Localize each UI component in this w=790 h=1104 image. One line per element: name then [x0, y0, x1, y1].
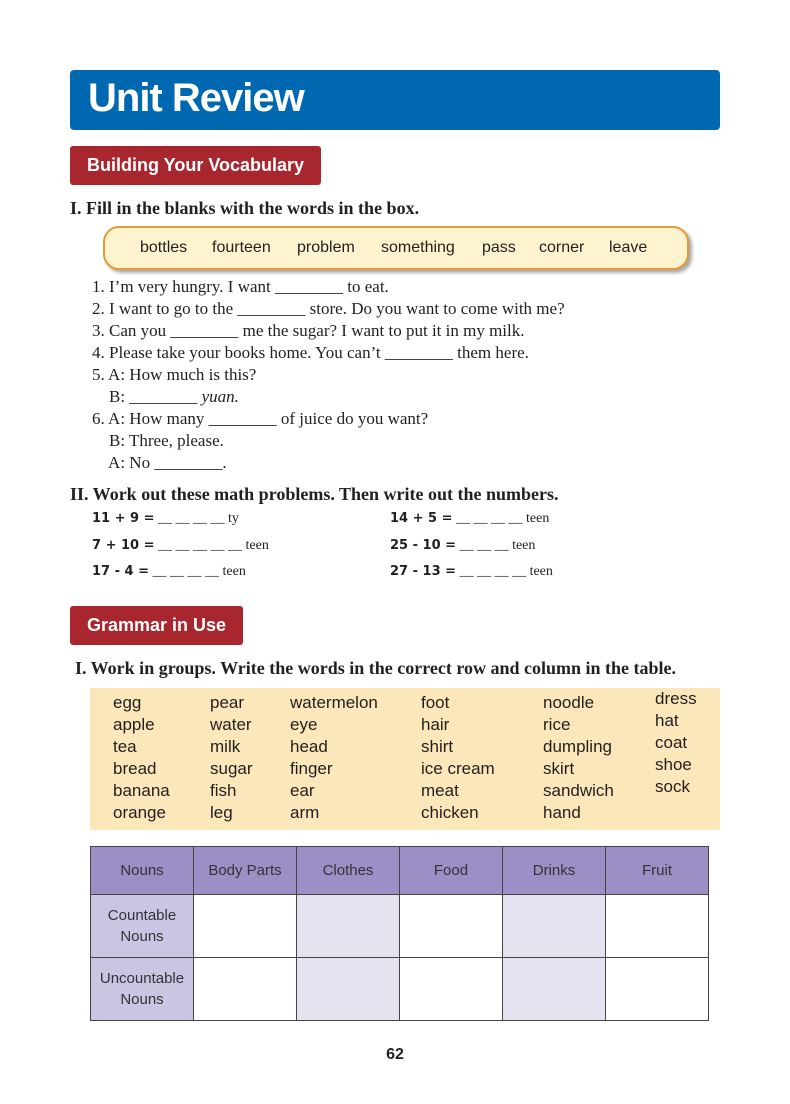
yuan-text: yuan. [201, 387, 239, 406]
answer-cell[interactable] [606, 958, 709, 1021]
word-item: dumpling [543, 737, 612, 756]
word-item: coat [655, 733, 688, 752]
word-item: arm [290, 803, 320, 822]
answer-cell[interactable] [297, 958, 400, 1021]
math-problem: 14 + 5 = __ __ __ __ teen [390, 511, 550, 526]
sentence: 4. Please take your books home. You can’t ________ them here. [92, 343, 529, 362]
word-item: bread [113, 759, 157, 778]
word-item: fish [210, 781, 237, 800]
word: leave [609, 239, 648, 256]
word-item: dress [655, 689, 697, 708]
page-number: 62 [386, 1046, 404, 1063]
sentence: 1. I’m very hungry. I want ________ to eat. [92, 277, 389, 296]
word-item: head [290, 737, 328, 756]
exercise3-heading: I. Work in groups. Write the words in the correct row and column in the table. [75, 658, 677, 678]
word-box [103, 226, 689, 270]
word-item: milk [210, 737, 241, 756]
word-item: sugar [210, 759, 253, 778]
noun-table [90, 846, 709, 1021]
word-item: egg [113, 693, 142, 712]
page-title: Unit Review [88, 76, 304, 120]
word-item: leg [210, 803, 233, 822]
header-drinks: Drinks [503, 847, 606, 895]
math-problem: 25 - 10 = __ __ __ teen [390, 538, 536, 553]
math-problem: 7 + 10 = __ __ __ __ __ teen [92, 538, 269, 553]
word-item: watermelon [290, 693, 378, 712]
word-item: ear [290, 781, 315, 800]
word-item: orange [113, 803, 166, 822]
exercise1-heading: I. Fill in the blanks with the words in the box. [70, 198, 420, 218]
sentence-5b: B: ________ yuan. [92, 387, 239, 406]
word-item: hair [421, 715, 450, 734]
math-problem: 27 - 13 = __ __ __ __ teen [390, 564, 553, 579]
sentence: 5. A: How much is this? [92, 365, 257, 384]
sentence: 2. I want to go to the ________ store. Do you want to come with me? [92, 299, 565, 318]
word: fourteen [212, 239, 271, 256]
word-item: ice cream [421, 759, 495, 778]
word-item: water [210, 715, 252, 734]
word-item: tea [113, 737, 137, 756]
word-list-box [90, 688, 720, 830]
answer-cell[interactable] [400, 958, 503, 1021]
word-item: hat [655, 711, 679, 730]
word: bottles [140, 239, 188, 256]
row-countable: Countable Nouns [91, 895, 194, 958]
word-item: banana [113, 781, 170, 800]
math-problem: 11 + 9 = __ __ __ __ ty [92, 511, 239, 526]
sentence: A: No ________. [92, 453, 227, 472]
header-fruit: Fruit [606, 847, 709, 895]
answer-cell[interactable] [503, 958, 606, 1021]
answer-cell[interactable] [297, 895, 400, 958]
word-item: rice [543, 715, 571, 734]
answer-cell[interactable] [606, 895, 709, 958]
sentence: 3. Can you ________ me the sugar? I want to put it in my milk. [92, 321, 525, 340]
answer-cell[interactable] [400, 895, 503, 958]
word-item: foot [421, 693, 450, 712]
word-item: finger [290, 759, 333, 778]
title-banner [70, 70, 720, 130]
word-item: sock [655, 777, 690, 796]
exercise2-heading: II. Work out these math problems. Then write out the numbers. [70, 484, 559, 504]
word-item: pear [210, 693, 245, 712]
answer-cell[interactable] [194, 958, 297, 1021]
word-item: eye [290, 715, 318, 734]
word-item: shirt [421, 737, 454, 756]
word-item: skirt [543, 759, 575, 778]
word: something [381, 239, 455, 256]
row-uncountable: Uncountable Nouns [91, 958, 194, 1021]
header-body-parts: Body Parts [194, 847, 297, 895]
section-vocabulary: Building Your Vocabulary [70, 146, 321, 185]
word-item: chicken [421, 803, 479, 822]
word: pass [482, 239, 516, 256]
math-problem: 17 - 4 = __ __ __ __ teen [92, 564, 246, 579]
header-nouns: Nouns [91, 847, 194, 895]
word-item: shoe [655, 755, 692, 774]
header-food: Food [400, 847, 503, 895]
sentence-list [92, 276, 565, 474]
sentence: 6. A: How many ________ of juice do you want? [92, 409, 429, 428]
word-item: sandwich [543, 781, 614, 800]
word-item: apple [113, 715, 155, 734]
word-item: hand [543, 803, 581, 822]
word-item: meat [421, 781, 459, 800]
section-grammar: Grammar in Use [70, 606, 243, 645]
word-item: noodle [543, 693, 595, 712]
sentence: B: Three, please. [92, 431, 224, 450]
word: corner [539, 239, 585, 256]
answer-cell[interactable] [503, 895, 606, 958]
word: problem [297, 239, 355, 256]
header-clothes: Clothes [297, 847, 400, 895]
answer-cell[interactable] [194, 895, 297, 958]
